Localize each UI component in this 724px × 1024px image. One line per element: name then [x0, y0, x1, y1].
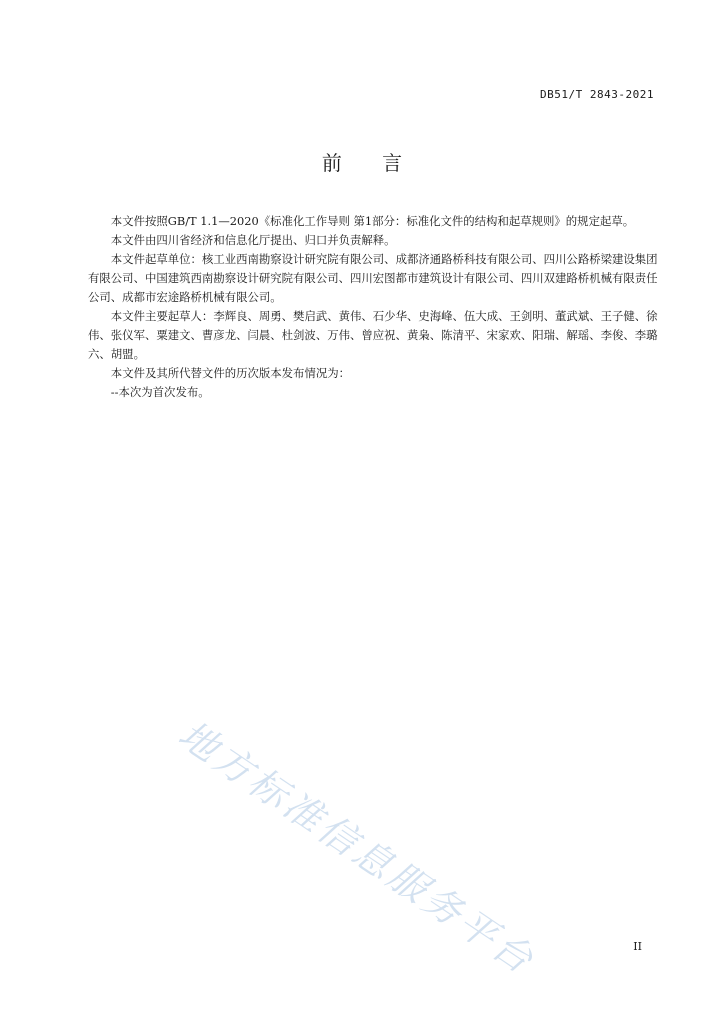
paragraph-first-release: --本次为首次发布。 [110, 385, 210, 399]
page-number: II [633, 940, 642, 953]
page-title [0, 147, 724, 176]
standard-code: DB51/T 2843-2021 [540, 88, 654, 101]
paragraph-drafters: 本文件主要起草人：李辉良、周勇、樊启武、黄伟、石少华、史海峰、伍大成、王剑明、董武斌、王子健、徐伟、张仪军、粟建文、曹彦龙、闫晨、杜剑波、万伟、曾应祝、黄枭、陈清平、宋家欢、阳瑞、解瑶、李俊、李璐六、胡盟。 [88, 309, 658, 361]
paragraph-drafting-units: 本文件起草单位：核工业西南勘察设计研究院有限公司、成都济通路桥科技有限公司、四川公路桥梁建设集团有限公司、中国建筑西南勘察设计研究院有限公司、四川宏图都市建筑设计有限公司、四川双建路桥机械有限责任公司、成都市宏途路桥机械有限公司。 [88, 252, 658, 304]
watermark: 地方标准信息服务平台 [170, 712, 544, 984]
paragraph-proposer: 本文件由四川省经济和信息化厅提出、归口并负责解释。 [110, 233, 396, 247]
foreword-body [88, 212, 658, 402]
title-char-1: 前 [321, 151, 342, 175]
paragraph-version-history: 本文件及其所代替文件的历次版本发布情况为： [110, 366, 351, 380]
title-char-2: 言 [382, 151, 403, 175]
paragraph-drafting-rules: 本文件按照GB/T 1.1—2020《标准化工作导则 第1部分：标准化文件的结构和起草规则》的规定起草。 [110, 214, 635, 228]
